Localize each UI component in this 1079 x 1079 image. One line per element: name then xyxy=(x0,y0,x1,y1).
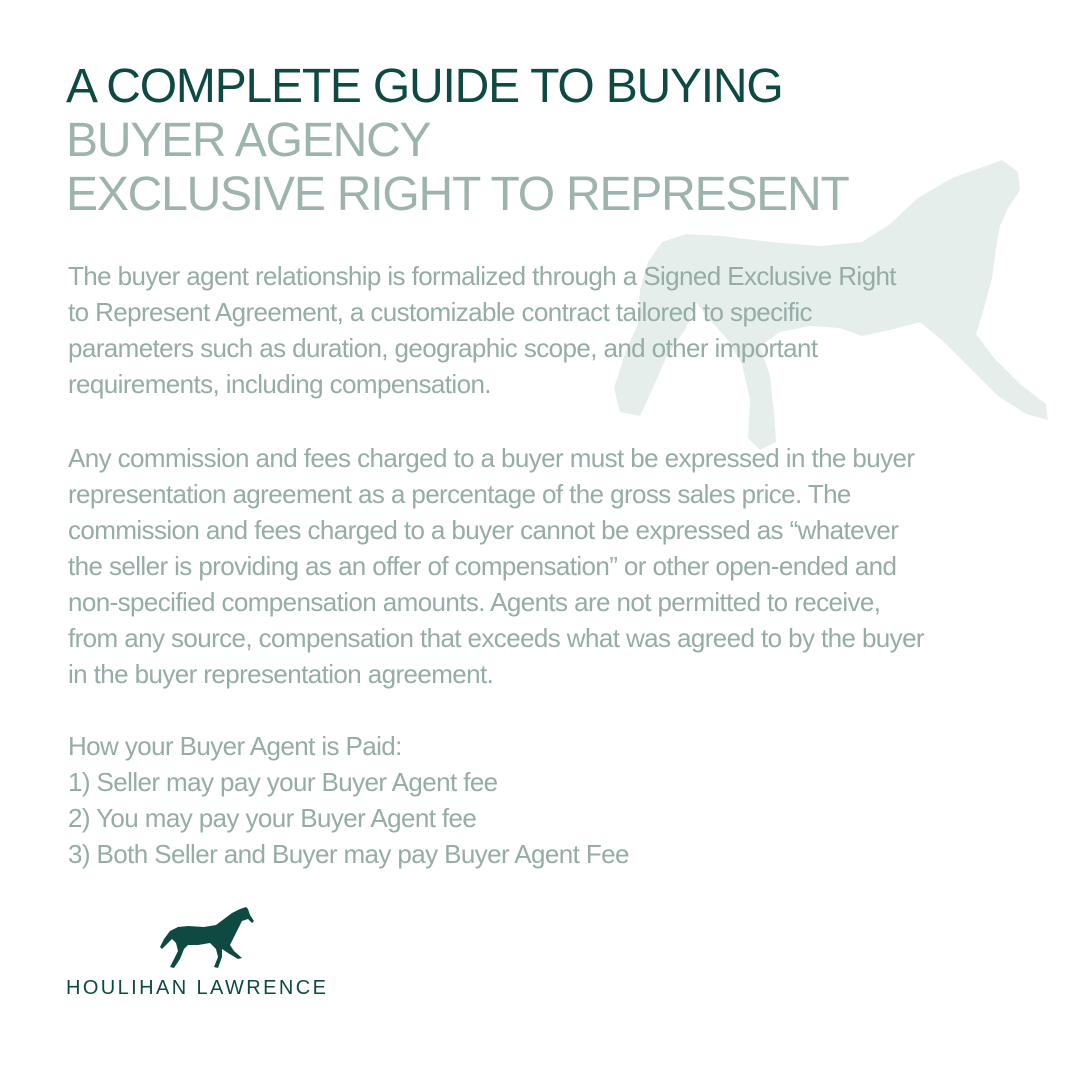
text-line: from any source, compensation that exceeds what was agreed to by the buyer xyxy=(68,623,924,653)
list-heading: How your Buyer Agent is Paid: xyxy=(68,731,402,761)
text-line: to Represent Agreement, a customizable contract tailored to specific xyxy=(68,297,812,327)
brand-logo xyxy=(66,905,356,1005)
brand-name: HOULIHAN LAWRENCE xyxy=(66,977,329,999)
horse-icon xyxy=(158,905,258,971)
page-subtitle-line: BUYER AGENCY xyxy=(66,114,431,167)
page-title: A COMPLETE GUIDE TO BUYING xyxy=(66,60,783,113)
text-line: The buyer agent relationship is formalized through a Signed Exclusive Right xyxy=(68,261,896,291)
text-line: non-specified compensation amounts. Agents are not permitted to receive, xyxy=(68,587,881,617)
intro-paragraph xyxy=(68,258,1013,402)
page-header xyxy=(66,60,1026,222)
text-line: representation agreement as a percentage of the gross sales price. The xyxy=(68,479,851,509)
text-line: parameters such as duration, geographic scope, and other important xyxy=(68,333,818,363)
payment-list xyxy=(68,728,1013,872)
text-line: the seller is providing as an offer of compensation” or other open-ended and xyxy=(68,551,897,581)
text-line: commission and fees charged to a buyer cannot be expressed as “whatever xyxy=(68,515,899,545)
text-line: in the buyer representation agreement. xyxy=(68,659,494,689)
list-item: 2) You may pay your Buyer Agent fee xyxy=(68,803,477,833)
text-line: requirements, including compensation. xyxy=(68,369,491,399)
text-line: Any commission and fees charged to a buyer must be expressed in the buyer xyxy=(68,443,915,473)
page-subtitle-line: EXCLUSIVE RIGHT TO REPRESENT xyxy=(66,168,849,221)
commission-paragraph xyxy=(68,440,1013,692)
list-item: 1) Seller may pay your Buyer Agent fee xyxy=(68,767,498,797)
list-item: 3) Both Seller and Buyer may pay Buyer Agent Fee xyxy=(68,839,629,869)
